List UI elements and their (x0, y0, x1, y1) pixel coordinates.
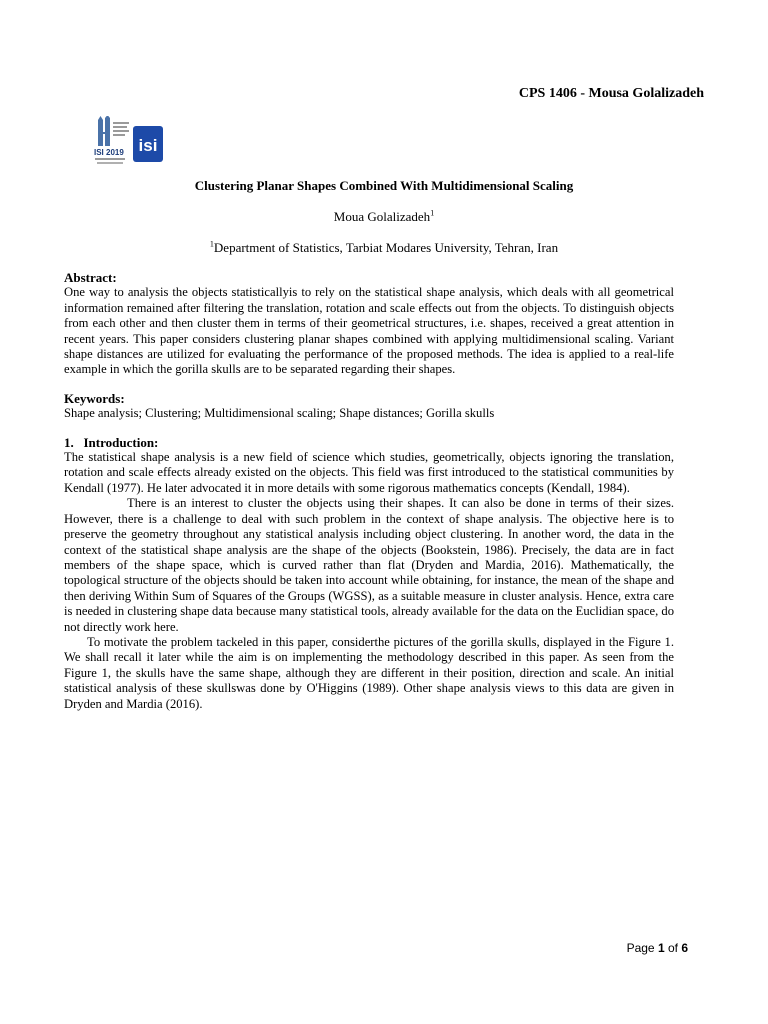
paper-body (64, 270, 674, 712)
keywords-heading: Keywords: (64, 390, 125, 406)
introduction-paragraph-2: There is an interest to cluster the objects using their shapes. It can also be done in terms of their sizes. However, there is a challenge to deal with such problem in the context of shape analysis. The objective here is to preserve the geometry throughout any statistical analysis including object clustering. In another word, the data in the context of the statistical shape analysis are the shape of the objects (Bookstein, 1986). Precisely, the data are in fact members of the shape space, which is curved rather than flat (Dryden and Mardia, 2016). Mathematically, the topological structure of the objects should be taken into account while obtaining, for instance, the mean of the shape and then deriving Within Sum of Squares of the Groups (WGSS), as a suitable measure in cluster analysis. Hence, extra care is needed in clustering shape data because many statistical tools, already available for the data on the Euclidian space, do not directly work here. (64, 496, 674, 634)
author-name: Moua Golalizadeh (333, 209, 431, 224)
affiliation-line (0, 240, 768, 256)
abstract-text: One way to analysis the objects statisticallyis to rely on the statistical shape analysis, which deals with all geometrical information remained after filtering the translation, rotation and scale effects out from the objects. To distinguish objects from each other and then cluster them in terms of their geometrical structures, i.e. shapes, received a great attention in recent years. This paper considers clustering planar shapes combined with applying multidimensional scaling. Variant shape distances are utilized for evaluating the performance of the proposed methods. The idea is applied to a real-life example in which the gorilla skulls are to be separated regarding their shapes. (64, 285, 674, 377)
introduction-paragraph-3: To motivate the problem tackeled in this paper, considerthe pictures of the gorilla skulls, displayed in the Figure 1. We shall recall it later while the aim is on implementing the methodology described in this paper. As seen from the Figure 1, the skulls have the same shape, although they are different in their position, direction and scale. An initial statistical analysis of these skullswas done by O'Higgins (1989). Other shape analysis views to this data are given in Dryden and Mardia (2016). (64, 634, 674, 711)
keywords-text: Shape analysis; Clustering; Multidimensional scaling; Shape distances; Gorilla skulls (64, 406, 495, 421)
paper-title: Clustering Planar Shapes Combined With Multidimensional Scaling (194, 178, 574, 193)
isi-logo-icon (133, 126, 163, 162)
header-text: CPS 1406 - Mousa Golalizadeh (518, 86, 704, 101)
abstract-heading: Abstract: (64, 270, 117, 285)
author-line (0, 209, 768, 225)
page-number: Page 1 of 6 (626, 941, 688, 955)
conference-logos (93, 116, 173, 168)
introduction-paragraph-1: The statistical shape analysis is a new field of science which studies, geometrically, objects ignoring the translation, rotation and scale effects already existed on the objects. This field was first introduced to the statistical communities by Kendall (1977). He later advocated it in more details with some rigorous mathematics concepts (Kendall, 1984). (64, 450, 674, 495)
author-superscript: 1 (430, 208, 435, 218)
svg-text:ISI 2019: ISI 2019 (94, 148, 124, 157)
current-page: 1 (657, 941, 665, 955)
total-pages: 6 (681, 941, 688, 955)
isi-2019-logo-icon (93, 116, 131, 168)
svg-text:isi: isi (138, 136, 158, 155)
affiliation-superscript: 1 (209, 239, 214, 249)
introduction-heading: 1. Introduction: (64, 434, 159, 450)
affiliation: Department of Statistics, Tarbiat Modares University, Tehran, Iran (213, 240, 559, 255)
